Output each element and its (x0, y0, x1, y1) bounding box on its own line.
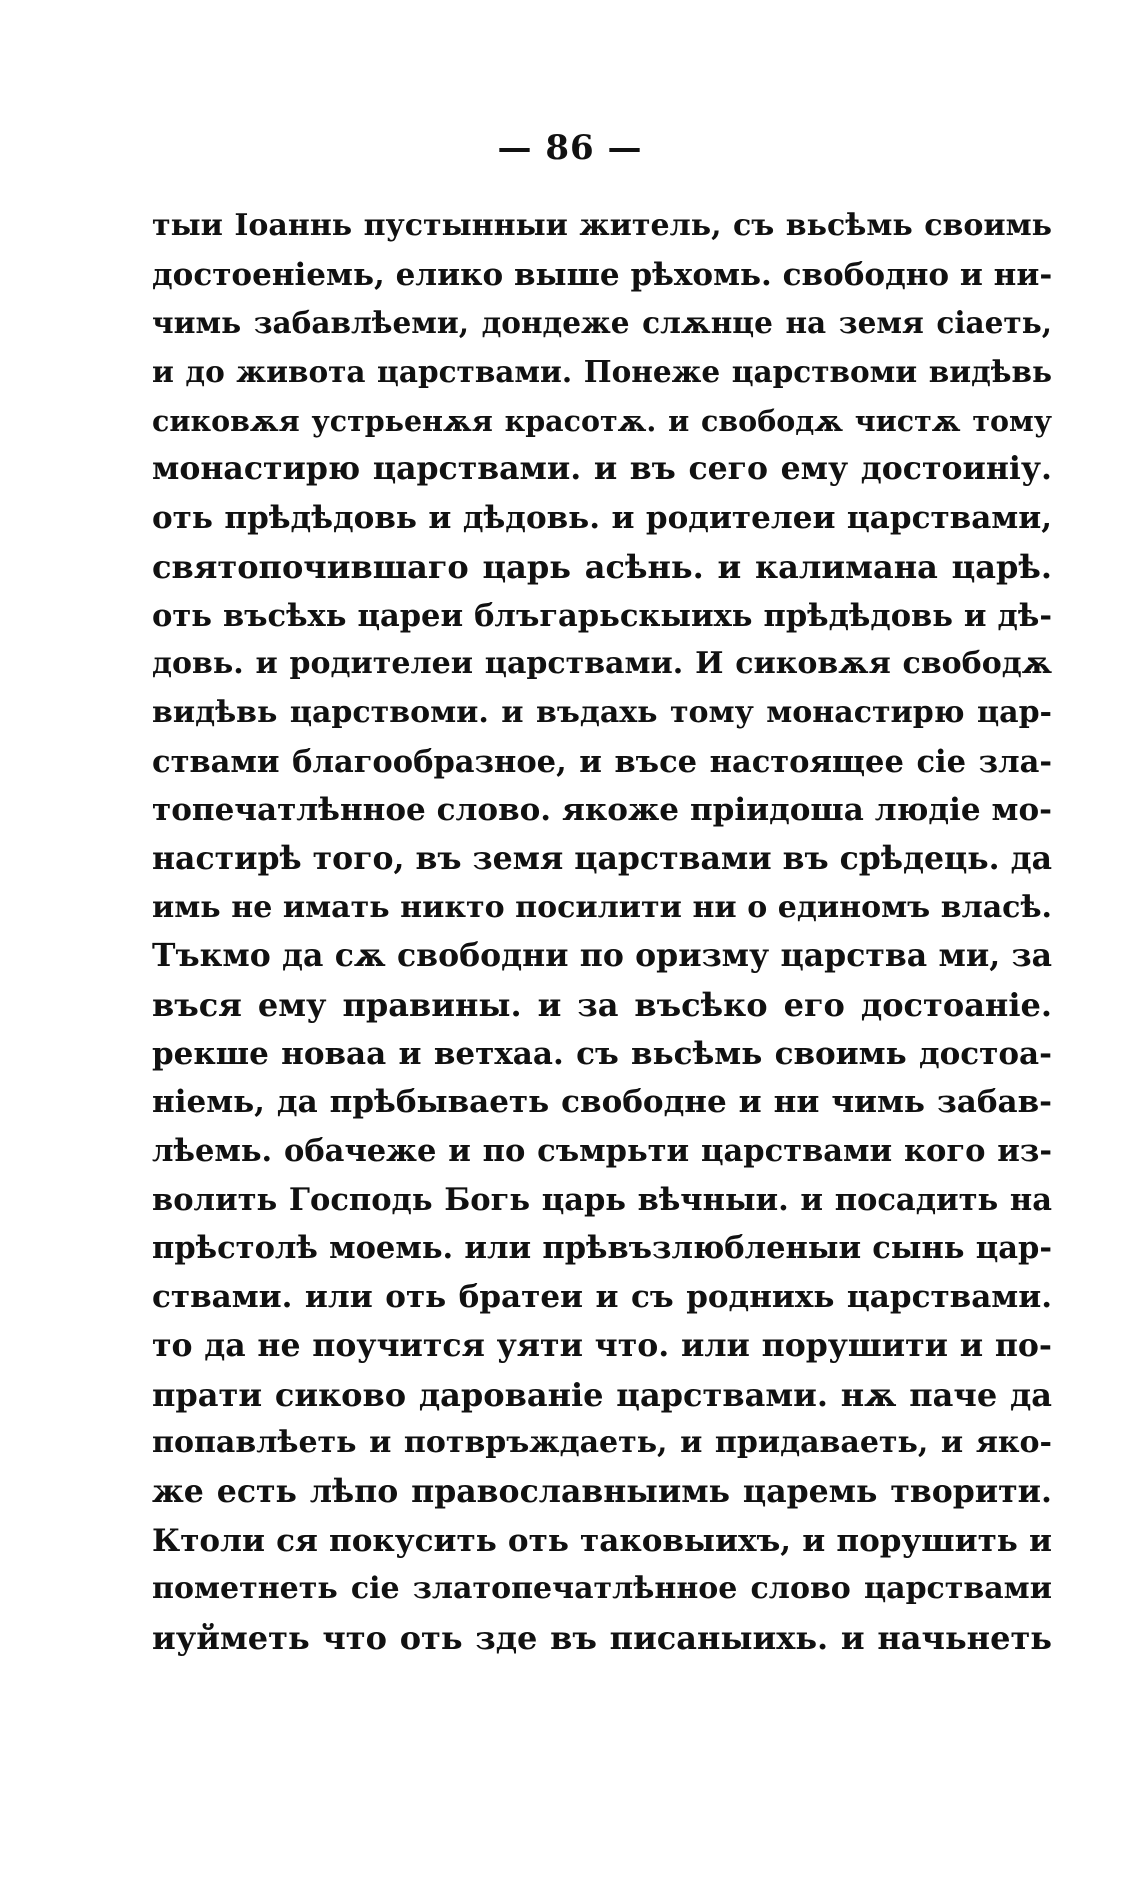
text-line: попавлѣеть и потвръждаеть, и придаваеть, и яко- (152, 1425, 1052, 1461)
text-line: Ктоли ся покусить оть таковыихъ, и порушить и (152, 1522, 1052, 1559)
text-line: лѣемь. обачеже и по съмрьти царствами кого из- (152, 1133, 1052, 1170)
page-number: — 86 — (497, 128, 643, 168)
text-line: въся ему правины. и за въсѣко его достоаніе. (152, 986, 1052, 1024)
text-line: тыи Іоаннь пустынныи житель, съ вьсѣмь своимь (152, 208, 1052, 243)
text-line: ніемь, да прѣбываеть свободне и ни чимь забав- (152, 1084, 1052, 1121)
text-line: рекше новаа и ветхаа. съ вьсѣмь своимь достоа- (152, 1035, 1052, 1072)
text-line: видѣвь царствоми. и въдахь тому монастирю цар- (152, 694, 1052, 730)
text-line: иуйметь что оть зде въ писаныихь. и начьнеть (152, 1618, 1052, 1657)
text-line: пометнеть сіе златопечатлѣнное слово царствами (152, 1571, 1052, 1607)
text-line: ствами. или оть братеи и съ роднихь царствами. (152, 1279, 1052, 1316)
text-line: прѣстолѣ моемь. или прѣвъзлюбленыи сынь цар- (152, 1230, 1052, 1267)
text-line: настирѣ того, въ земя царствами въ срѣдець. да (152, 839, 1052, 877)
text-line: сиковѫя устрьенѫя красотѫ. и свободѫ чистѫ тому (152, 403, 1052, 438)
text-line: оть прѣдѣдовь и дѣдовь. и родителеи царствами, (152, 500, 1052, 537)
text-line: же есть лѣпо православныимь царемь творити. (152, 1472, 1052, 1510)
text-line: имь не имать никто посилити ни о единомъ власѣ. (152, 889, 1052, 925)
text-line: Тъкмо да сѫ свободни по оризму царства ми, за (152, 937, 1052, 975)
text-line: достоеніемь, елико выше рѣхомь. свободно и ни- (152, 256, 1052, 293)
text-line: прати сиково дарованіе царствами. нѫ паче да (152, 1375, 1052, 1414)
text-line: топечатлѣнное слово. якоже пріидоша людіе мо- (152, 792, 1052, 829)
text-line: святопочившаго царь асѣнь. и калимана царѣ. (152, 547, 1052, 586)
text-line: и до живота царствами. Понеже царствоми видѣвь (152, 354, 1052, 390)
body-text (152, 202, 1052, 1663)
text-line: довь. и родителеи царствами. И сиковѫя свободѫ (152, 646, 1052, 682)
text-line: ствами благообразное, и въсе настоящее сіе зла- (152, 743, 1052, 780)
text-line: то да не поучится уяти что. или порушити и по- (152, 1326, 1052, 1364)
text-line: оть въсѣхь цареи блъгарьскыихь прѣдѣдовь и дѣ- (152, 597, 1052, 634)
text-line: чимь забавлѣеми, дондеже слѫнце на земя сіаеть, (152, 305, 1052, 341)
text-line: волить Господь Богь царь вѣчныи. и посадить на (152, 1181, 1052, 1218)
text-line: монастирю царствами. и въ сего ему достоиніу. (152, 450, 1052, 488)
